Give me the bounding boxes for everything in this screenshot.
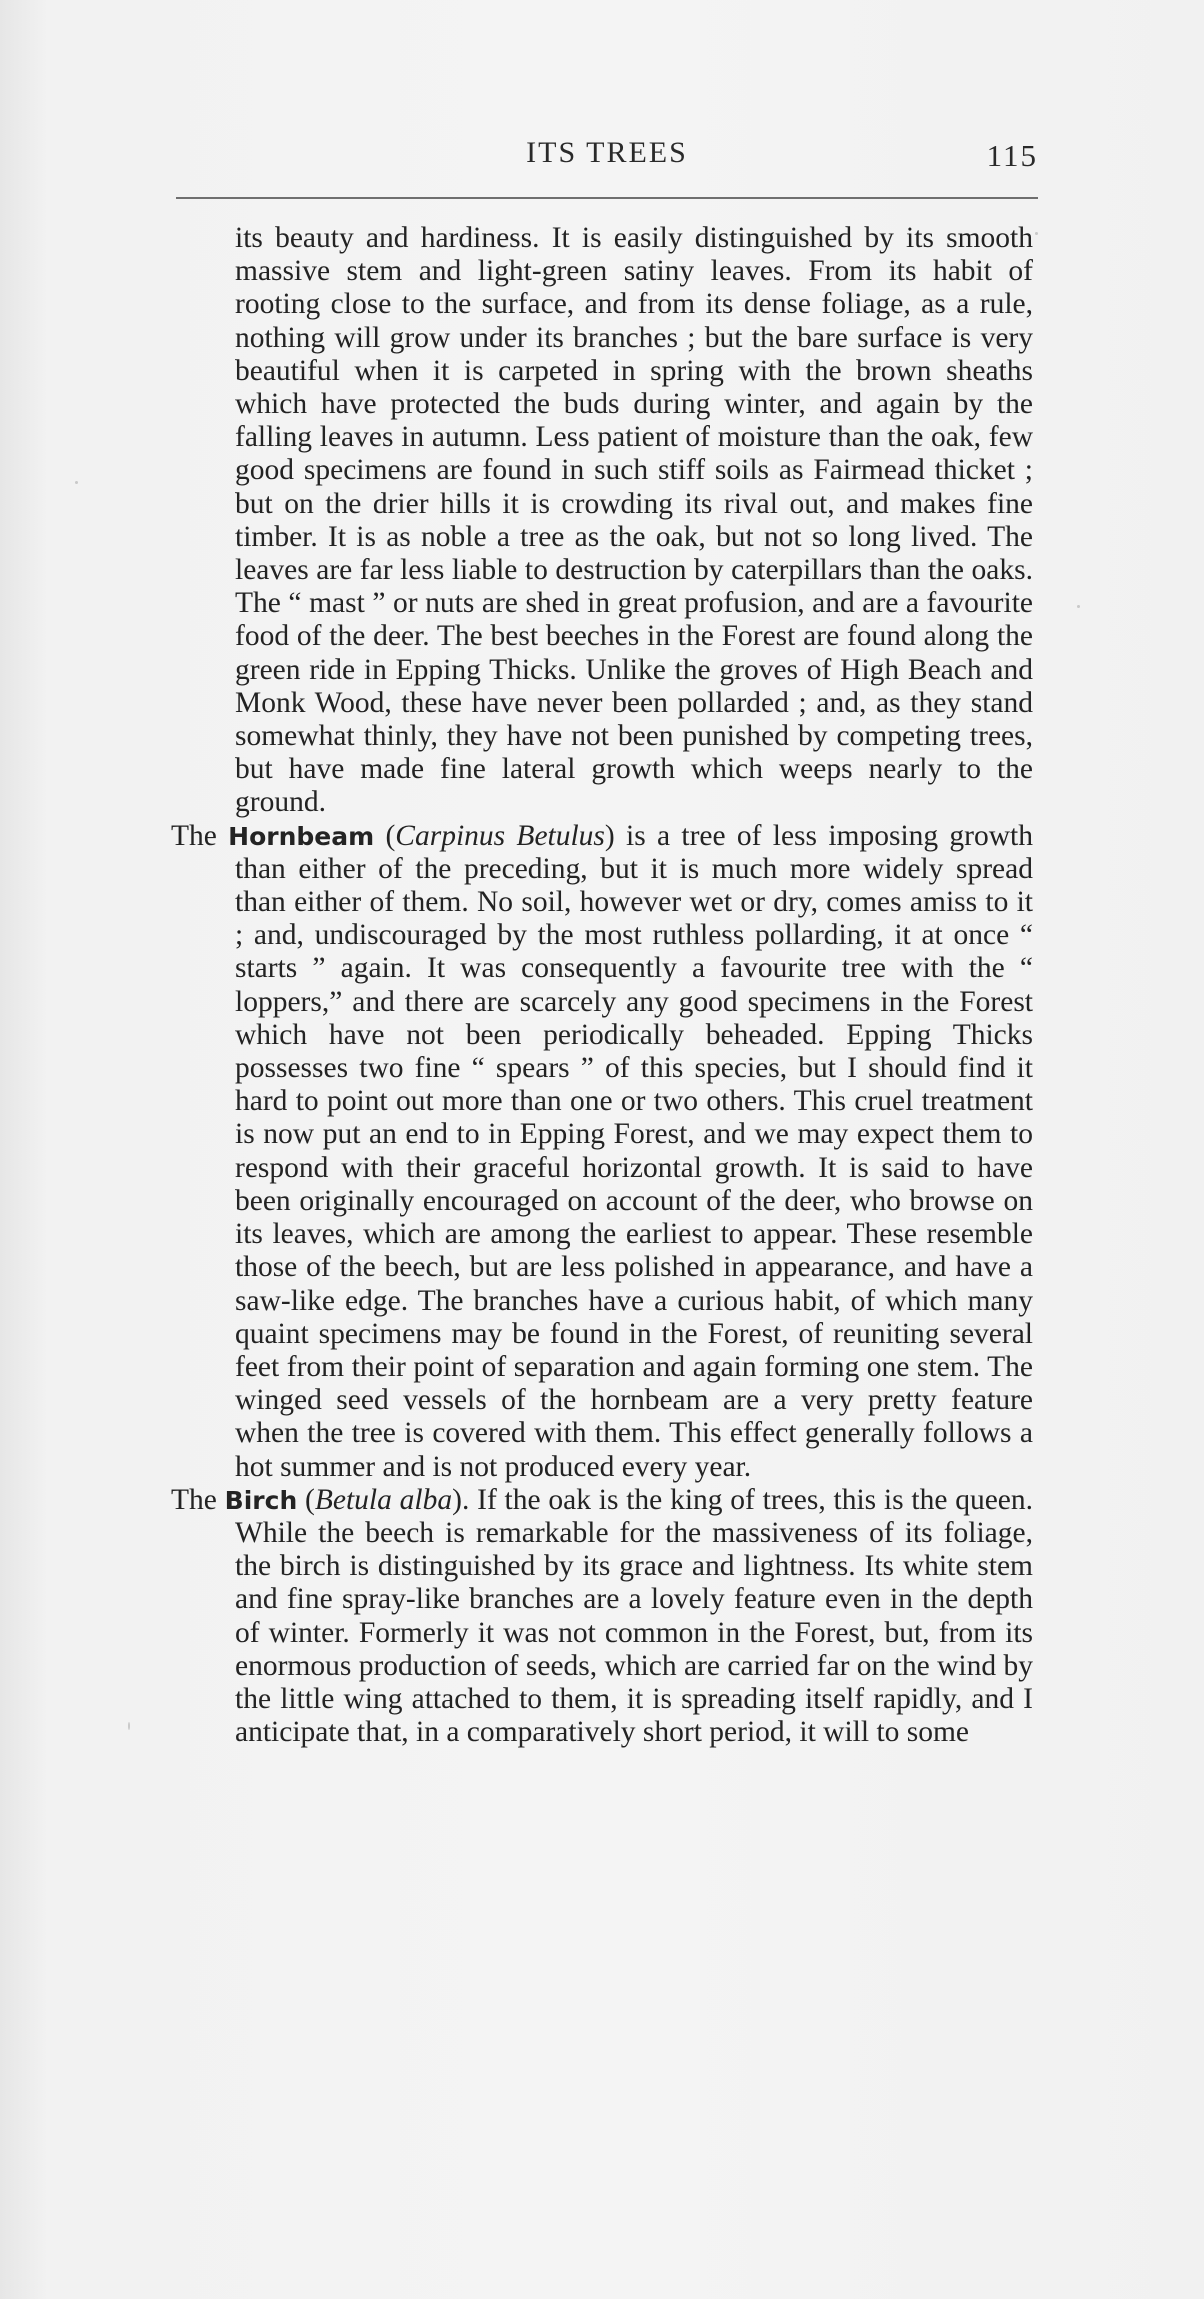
paper-speck xyxy=(75,481,78,484)
running-title: ITS TREES xyxy=(526,136,688,169)
body-text xyxy=(171,222,1033,1749)
paper-speck xyxy=(1035,232,1038,235)
beech-paragraph-continuation: its beauty and hardiness. It is easily distinguished by its smooth massive stem and light-green satiny leaves. From its habit of rooting close to the surface, and from its dense foliage, as a rule, nothing will grow under its branches ; but the bare surface is very beautiful when it is carpeted in spring with the brown sheaths which have protected the buds during winter, and again by the falling leaves in autumn. Less patient of moisture than the oak, few good specimens are found in such stiff soils as Fairmead thicket ; but on the drier hills it is crowding its rival out, and makes fine timber. It is as noble a tree as the oak, but not so long lived. The leaves are far less liable to destruction by caterpillars than the oaks. The “ mast ” or nuts are shed in great profusion, and are a favourite food of the deer. The best beeches in the Forest are found along the green ride in Epping Thicks. Unlike the groves of High Beach and Monk Wood, these have never been pollarded ; and, as they stand somewhat thinly, they have not been punished by competing trees, but have made fine lateral growth which weeps nearly to the ground. xyxy=(235,222,1033,819)
latin-name: Betula alba xyxy=(314,1483,453,1516)
paragraph-lead-word: The xyxy=(171,1483,217,1516)
header-rule xyxy=(176,197,1038,199)
paper-speck xyxy=(1077,605,1080,608)
birch-paragraph: The Birch (Betula alba). If the oak is the king of trees, this is the queen. While the beech is remarkable for the massiveness of its foliage, the birch is distinguished by its grace and lightness. Its white stem and fine spray-like branches are a lovely feature even in the depth of winter. Formerly it was not common in the Forest, but, from its enormous production of seeds, which are carried far on the wind by the little wing attached to them, it is spreading itself rapidly, and I anticipate that, in a comparatively short period, it will to some xyxy=(171,1483,1034,1749)
species-name: Birch xyxy=(224,1485,298,1515)
species-name: Hornbeam xyxy=(228,821,375,851)
page-number: 115 xyxy=(986,138,1038,173)
latin-name: Carpinus Betulus xyxy=(395,819,605,852)
paragraph-text: is a tree of less imposing growth than either of the preceding, but it is much more widely spread than either of them. No soil, however wet or dry, comes amiss to it ; and, undiscouraged by the most ruthless pollarding, it at once “ starts ” again. It was consequently a favourite tree with the “ loppers,” and there are scarcely any good specimens in the Forest which have not been periodically beheaded. Epping Thicks possesses two fine “ spears ” of this species, but I should find it hard to point out more than one or two others. This cruel treatment is now put an end to in Epping Forest, and we may expect them to respond with their graceful horizontal growth. It is said to have been originally encouraged on account of the deer, who browse on its leaves, which are among the earliest to appear. These resemble those of the beech, but are less polished in appearance, and have a saw-like edge. The branches have a curious habit, of which many quaint specimens may be found in the Forest, of reuniting several feet from their point of separation and again forming one stem. The winged seed vessels of the hornbeam are a very pretty feature when the tree is covered with them. This effect generally follows a hot summer and is not produced every year. xyxy=(235,819,1034,1483)
paragraph-lead-word: The xyxy=(171,819,217,852)
paragraph-text: If the oak is the king of trees, this is the queen. While the beech is remarkable for the massiveness of its foliage, the birch is distinguished by its grace and lightness. Its white stem and fine spray-like branches are a lovely feature even in the depth of winter. Formerly it was not common in the Forest, but, from its enormous production of seeds, which are carried far on the wind by the little wing attached to them, it is spreading itself rapidly, and I anticipate that, in a comparatively short period, it will to some xyxy=(235,1483,1034,1749)
hornbeam-paragraph: The Hornbeam (Carpinus Betulus) is a tree of less imposing growth than either of the preceding, but it is much more widely spread than either of them. No soil, however wet or dry, comes amiss to it ; and, undiscouraged by the most ruthless pollarding, it at once “ starts ” again. It was consequently a favourite tree with the “ loppers,” and there are scarcely any good specimens in the Forest which have not been periodically beheaded. Epping Thicks possesses two fine “ spears ” of this species, but I should find it hard to point out more than one or two others. This cruel treatment is now put an end to in Epping Forest, and we may expect them to respond with their graceful horizontal growth. It is said to have been originally encouraged on account of the deer, who browse on its leaves, which are among the earliest to appear. These resemble those of the beech, but are less polished in appearance, and have a saw-like edge. The branches have a curious habit, of which many quaint specimens may be found in the Forest, of reuniting several feet from their point of separation and again forming one stem. The winged seed vessels of the hornbeam are a very pretty feature when the tree is covered with them. This effect generally follows a hot summer and is not produced every year. xyxy=(171,819,1034,1483)
paper-speck xyxy=(128,1722,130,1730)
page-header xyxy=(176,136,1038,184)
